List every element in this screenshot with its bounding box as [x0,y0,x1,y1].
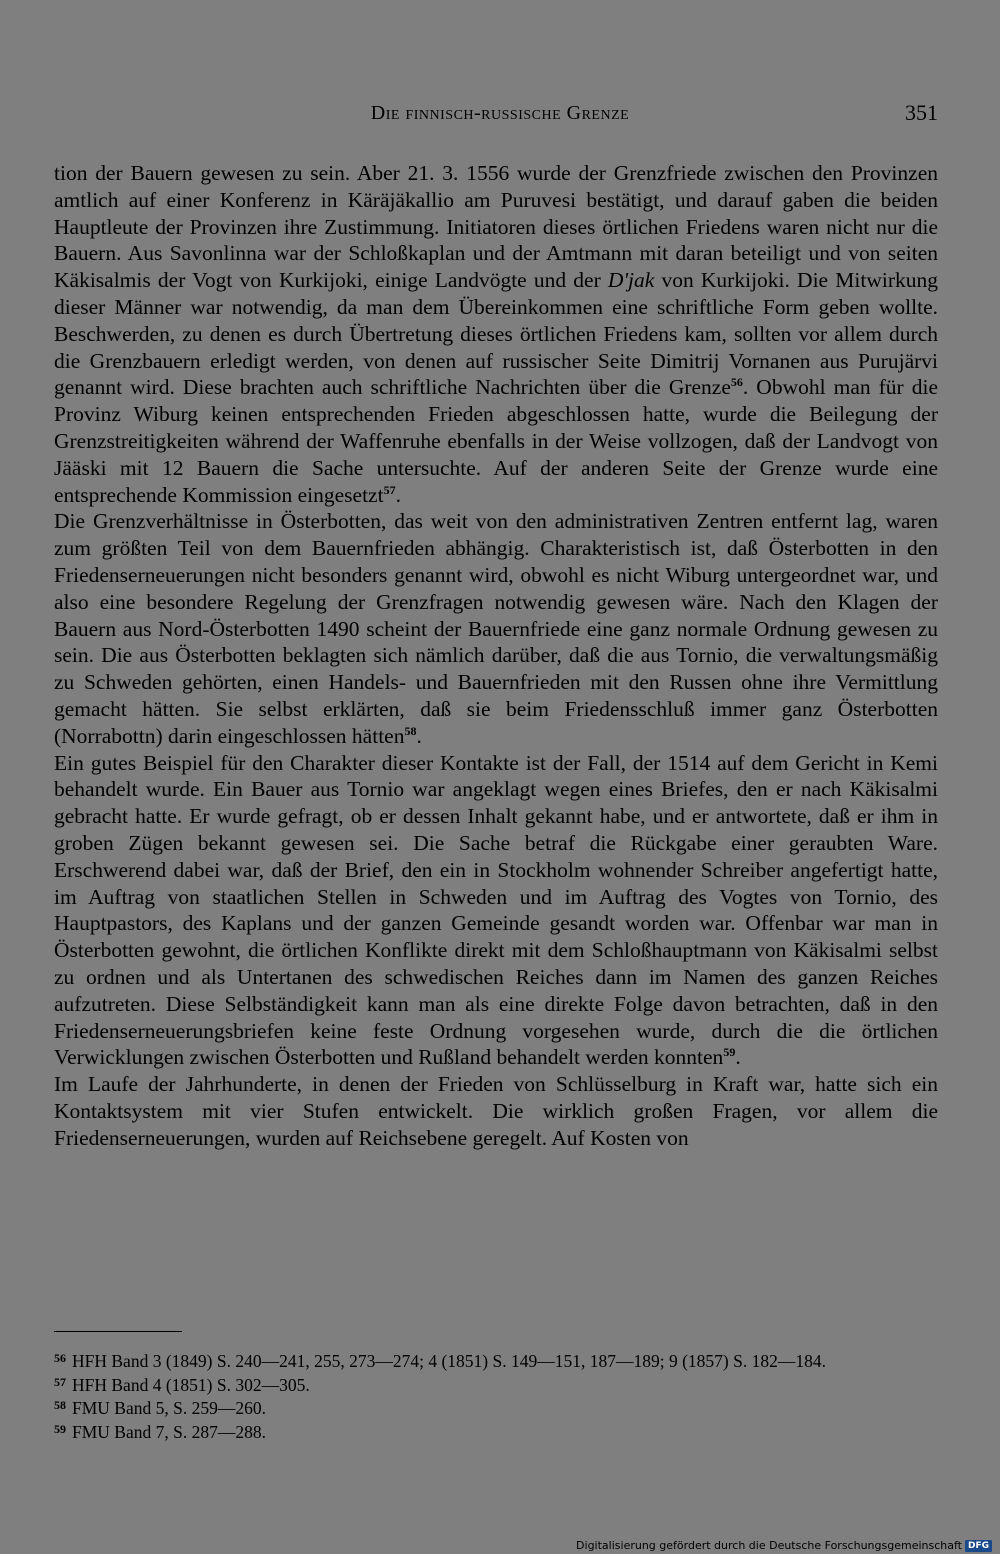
paragraph-text: . Obwohl man für die Provinz Wiburg keinen entsprechenden Frieden abgeschlossen hatte, wurde die Beilegung der Grenzstreitigkeiten während der Waffenruhe ebenfalls in der Weise vollzogen, daß der Landvogt von Jääski mit 12 Bauern die Sache untersuchte. Auf der anderen Seite der Grenze wurde eine entsprechende Kommission eingesetzt [54,375,939,507]
footnote [54,1372,938,1396]
paragraph-text: Im Laufe der Jahrhunderte, in denen der Frieden von Schlüsselburg in Kraft war, hatte sich ein Kontaktsystem mit vier Stufen entwickelt. Die wirklich großen Fragen, vor allem die Friedenserneuerungen, wurden auf Reichsebene geregelt. Auf Kosten von [54,1072,938,1150]
footnote-text: FMU Band 5, S. 259—260. [72,1398,266,1418]
credit-text: Digitalisierung gefördert durch die Deutsche Forschungsgemeinschaft [576,1539,962,1552]
paragraph [54,1071,938,1151]
paragraph-text: tion der Bauern gewesen zu sein. Aber 21. 3. 1556 wurde der Grenzfriede zwischen den Provinzen amtlich auf einer Konferenz in Käräjäkallio am Puruvesi bestätigt, und darauf gaben die beiden Hauptleute der Provinzen ihre Zustimmung. Initiatoren dieses örtlichen Friedens waren nicht nur die Bauern. Aus Savonlinna war der Schloßkaplan und der Amtmann mit daran beteiligt und von seiten Käkisalmis der Vogt von Kurkijoki, einige Landvögte und der [54,161,938,293]
footnote-reference: 56 [730,375,743,390]
footnote-number: 57 [54,1374,66,1389]
paragraph [54,750,938,1072]
footnote [54,1419,938,1443]
footnote-reference: 57 [383,482,396,497]
footnote-text: FMU Band 7, S. 287—288. [72,1421,266,1442]
footnote-text: HFH Band 3 (1849) S. 240—241, 255, 273—274; 4 (1851) S. 149—151, 187—189; 9 (1857) S. 182—184. [72,1351,826,1371]
paragraph-text: von Kurkijoki. Die Mitwirkung dieser Männer war notwendig, da man dem Übereinkommen eine schriftliche Form geben wollte. Beschwerden, zu denen es durch Übertretung dieses örtlichen Friedens kam, sollten vor allem durch die Grenzbauern erledigt werden, von denen auf russischer Seite Dimitrij Vornanen aus Purujärvi genannt wird. Diese brachten auch schriftliche Nachrichten über die Grenze [54,268,938,400]
digitization-credit [576,1539,992,1552]
paragraph-text: . [416,723,422,748]
paragraph [54,508,938,749]
footnotes [54,1348,938,1442]
footnote [54,1348,938,1372]
footnote [54,1395,938,1419]
paragraph-text: Ein gutes Beispiel für den Charakter dieser Kontakte ist der Fall, der 1514 auf dem Gericht in Kemi behandelt wurde. Ein Bauer aus Tornio war angeklagt wegen eines Briefes, den er nach Käkisalmi gebracht hatte. Er wurde gefragt, ob er dessen Inhalt gekannt habe, und er antwortete, daß er ihm in groben Zügen bekannt gewesen sei. Die Sache betraf die Rückgabe einer geraubten Ware. Erschwerend dabei war, daß der Brief, den ein in Stockholm wohnender Schreiber angefertigt hatte, im Auftrag von staatlichen Stellen in Schweden und im Auftrag des Vogtes von Tornio, des Hauptpastors, des Kaplans und der ganzen Gemeinde gesandt worden war. Offenbar war man in Österbotten gewohnt, die örtlichen Konflikte direkt mit dem Schloßhauptmann von Käkisalmi selbst zu ordnen und als Untertanen des schwedischen Reiches dann im Namen des ganzen Reiches aufzutreten. Diese Selbständigkeit kann man als eine direkte Folge davon betrachten, daß in den Friedenserneuerungsbriefen keine feste Ordnung vorgesehen wurde, durch die die örtlichen Verwicklungen zwischen Österbotten und Rußland behandelt werden konnten [54,750,938,1070]
footnote-reference: 58 [404,723,417,738]
paragraph [54,160,938,508]
paragraph-text: . [735,1045,741,1070]
running-header-title: Die finnisch-russische Grenze [370,102,630,124]
paragraph-text: Die Grenzverhältnisse in Österbotten, das weit von den administrativen Zentren entfernt lag, waren zum größten Teil von dem Bauernfrieden abhängig. Charakteristisch ist, daß Österbotten in den Friedenserneuerungen nicht besonders genannt wird, obwohl es nicht Wiburg untergeordnet war, und also eine besondere Regelung der Grenzfragen notwendig gewesen wäre. Nach den Klagen der Bauern aus Nord-Österbotten 1490 scheint der Bauernfriede eine ganz normale Ordnung gewesen zu sein. Die aus Österbotten beklagten sich nämlich darüber, daß die aus Tornio, die verwaltungsmäßig zu Schweden gehörten, einen Handels- und Bauernfrieden mit den Russen ohne ihre Vermittlung gemacht hätten. Sie selbst erklärten, daß sie beim Friedensschluß immer ganz Österbotten (Norrabottn) darin eingeschlossen hätten [54,509,938,748]
footnote-divider [54,1331,182,1332]
footnote-number: 59 [54,1421,66,1436]
dfg-logo: DFG [965,1540,992,1552]
body-text [54,160,938,1151]
page-number: 351 [905,100,938,125]
footnote-reference: 59 [723,1045,736,1060]
footnote-text: HFH Band 4 (1851) S. 302—305. [72,1374,310,1395]
italic-term: D'jak [607,268,655,293]
footnote-number: 56 [54,1351,66,1365]
paragraph-text: . [395,482,401,507]
footnote-number: 58 [54,1398,66,1412]
